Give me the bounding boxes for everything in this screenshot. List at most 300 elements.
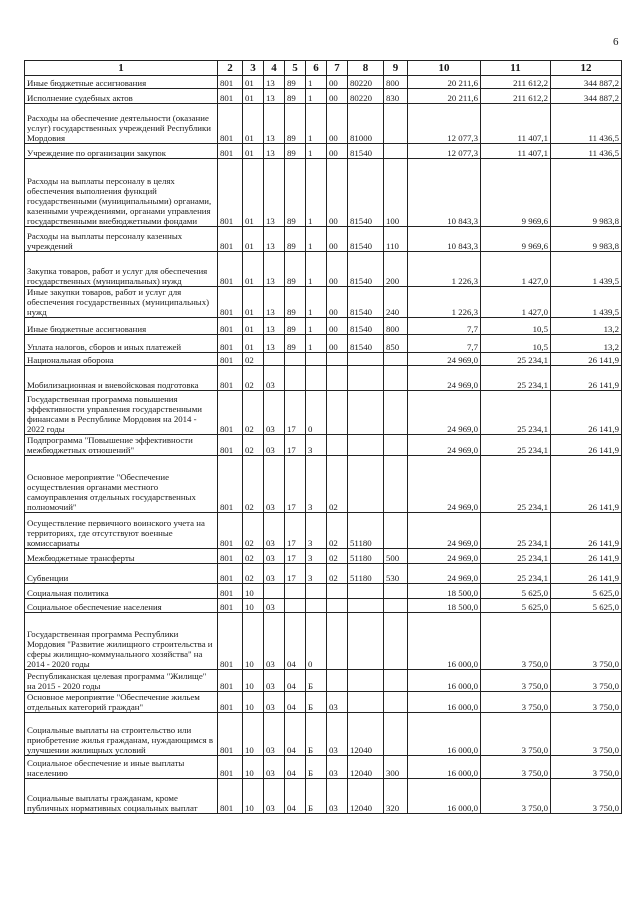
amount-col11: 10,5 [481,335,551,353]
code-subprogram: Б [306,756,327,779]
code-program: 89 [285,76,306,89]
code-subsection: 03 [264,599,285,613]
code-expense-type [384,670,408,692]
table-row [25,335,622,353]
code-direction: 81540 [348,335,384,353]
code-program: 04 [285,613,306,670]
amount-col10: 18 500,0 [408,584,481,599]
row-name: Мобилизационная и вневойсковая подготовка [25,366,218,391]
amount-col11: 11 407,1 [481,144,551,159]
amount-col12: 11 436,5 [551,144,622,159]
amount-col10: 24 969,0 [408,456,481,513]
code-chapter: 801 [218,89,243,104]
code-direction [348,435,384,456]
amount-col12: 26 141,9 [551,549,622,564]
code-activity: 00 [327,287,348,318]
amount-col10: 24 969,0 [408,513,481,549]
code-activity [327,353,348,366]
code-chapter: 801 [218,599,243,613]
column-header: 6 [306,61,327,76]
code-section: 10 [243,713,264,756]
amount-col12: 26 141,9 [551,435,622,456]
column-header: 9 [384,61,408,76]
code-subsection: 03 [264,692,285,713]
code-section: 10 [243,584,264,599]
code-program [285,353,306,366]
code-program: 04 [285,756,306,779]
column-header: 7 [327,61,348,76]
table-row [25,564,622,584]
table-row [25,584,622,599]
amount-col11: 25 234,1 [481,549,551,564]
code-section: 10 [243,779,264,814]
code-subprogram [306,584,327,599]
code-expense-type [384,456,408,513]
code-direction: 81540 [348,144,384,159]
code-subsection: 03 [264,435,285,456]
row-name: Социальные выплаты гражданам, кроме публичных нормативных социальных выплат [25,779,218,814]
table-row [25,613,622,670]
row-name: Национальная оборона [25,353,218,366]
code-section: 01 [243,89,264,104]
row-name: Основное мероприятие "Обеспечение жильем отдельных категорий граждан" [25,692,218,713]
code-section: 10 [243,599,264,613]
code-expense-type: 240 [384,287,408,318]
code-program: 04 [285,713,306,756]
code-subprogram: 1 [306,227,327,252]
column-header: 10 [408,61,481,76]
amount-col11: 9 969,6 [481,227,551,252]
code-section: 02 [243,353,264,366]
code-subsection: 03 [264,391,285,435]
code-chapter: 801 [218,613,243,670]
amount-col10: 1 226,3 [408,252,481,287]
code-program: 89 [285,252,306,287]
code-subprogram: Б [306,692,327,713]
code-expense-type: 530 [384,564,408,584]
code-expense-type [384,599,408,613]
table-row [25,366,622,391]
code-activity [327,584,348,599]
amount-col10: 24 969,0 [408,391,481,435]
code-subsection: 03 [264,670,285,692]
code-subsection: 13 [264,318,285,335]
table-row [25,89,622,104]
code-expense-type: 850 [384,335,408,353]
code-expense-type [384,144,408,159]
column-header: 3 [243,61,264,76]
code-chapter: 801 [218,513,243,549]
code-program: 89 [285,89,306,104]
code-section: 02 [243,513,264,549]
code-subprogram: 1 [306,76,327,89]
code-direction: 81540 [348,252,384,287]
code-chapter: 801 [218,366,243,391]
code-program: 89 [285,227,306,252]
code-expense-type: 800 [384,318,408,335]
amount-col10: 12 077,3 [408,144,481,159]
code-program: 89 [285,144,306,159]
code-direction [348,391,384,435]
code-expense-type: 300 [384,756,408,779]
column-header: 2 [218,61,243,76]
code-activity: 00 [327,104,348,144]
row-name: Социальная политика [25,584,218,599]
row-name: Уплата налогов, сборов и иных платежей [25,335,218,353]
table-row [25,435,622,456]
code-chapter: 801 [218,287,243,318]
code-section: 02 [243,549,264,564]
code-subsection: 03 [264,756,285,779]
amount-col12: 26 141,9 [551,353,622,366]
amount-col11: 211 612,2 [481,76,551,89]
table-row [25,670,622,692]
code-direction: 51180 [348,513,384,549]
amount-col10: 18 500,0 [408,599,481,613]
amount-col11: 10,5 [481,318,551,335]
table-row [25,456,622,513]
code-expense-type: 100 [384,159,408,227]
code-section: 02 [243,564,264,584]
amount-col12: 344 887,2 [551,89,622,104]
code-activity: 02 [327,513,348,549]
code-direction [348,584,384,599]
code-chapter: 801 [218,549,243,564]
amount-col10: 10 843,3 [408,159,481,227]
table-row [25,159,622,227]
amount-col10: 24 969,0 [408,366,481,391]
amount-col10: 16 000,0 [408,756,481,779]
column-header: 5 [285,61,306,76]
code-subprogram: Б [306,779,327,814]
amount-col10: 10 843,3 [408,227,481,252]
row-name: Иные закупки товаров, работ и услуг для обеспечения государственных (муниципальных) нужд [25,287,218,318]
code-activity: 03 [327,756,348,779]
code-program: 04 [285,670,306,692]
amount-col10: 16 000,0 [408,713,481,756]
code-direction: 81540 [348,159,384,227]
code-subsection: 13 [264,287,285,318]
row-name: Расходы на выплаты персоналу казенных учреждений [25,227,218,252]
amount-col12: 1 439,5 [551,252,622,287]
code-expense-type [384,513,408,549]
amount-col12: 26 141,9 [551,564,622,584]
amount-col11: 3 750,0 [481,779,551,814]
row-name: Социальное обеспечение населения [25,599,218,613]
code-section: 01 [243,318,264,335]
code-subsection: 03 [264,713,285,756]
code-subsection: 13 [264,104,285,144]
amount-col12: 344 887,2 [551,76,622,89]
budget-table [24,60,622,814]
code-section: 01 [243,104,264,144]
code-section: 01 [243,335,264,353]
row-name: Расходы на обеспечение деятельности (оказание услуг) государственных учреждений Республики Мордовия [25,104,218,144]
code-activity [327,670,348,692]
code-activity: 00 [327,144,348,159]
amount-col12: 13,2 [551,318,622,335]
code-section: 01 [243,287,264,318]
code-activity: 03 [327,713,348,756]
amount-col10: 16 000,0 [408,670,481,692]
column-header: 12 [551,61,622,76]
table-row [25,318,622,335]
code-direction [348,353,384,366]
code-activity: 00 [327,159,348,227]
amount-col10: 1 226,3 [408,287,481,318]
table-row [25,549,622,564]
table-row [25,779,622,814]
code-chapter: 801 [218,584,243,599]
code-expense-type: 800 [384,76,408,89]
amount-col11: 3 750,0 [481,670,551,692]
code-program: 04 [285,779,306,814]
code-subprogram: 3 [306,564,327,584]
amount-col11: 25 234,1 [481,564,551,584]
code-subsection: 13 [264,76,285,89]
code-direction [348,692,384,713]
code-chapter: 801 [218,227,243,252]
code-activity [327,391,348,435]
code-program [285,584,306,599]
amount-col10: 7,7 [408,335,481,353]
code-expense-type: 500 [384,549,408,564]
row-name: Расходы на выплаты персоналу в целях обеспечения выполнения функций государственными (муниципальными) органами, казенными учреждениями, органами управления государственными внебюджетными фондами [25,159,218,227]
code-subprogram [306,599,327,613]
code-expense-type [384,353,408,366]
code-program: 17 [285,391,306,435]
row-name: Иные бюджетные ассигнования [25,318,218,335]
amount-col11: 25 234,1 [481,366,551,391]
code-chapter: 801 [218,335,243,353]
amount-col10: 24 969,0 [408,549,481,564]
amount-col10: 20 211,6 [408,89,481,104]
code-expense-type [384,584,408,599]
code-expense-type [384,713,408,756]
amount-col12: 9 983,8 [551,227,622,252]
table-row [25,713,622,756]
amount-col10: 24 969,0 [408,435,481,456]
code-program [285,366,306,391]
table-row [25,756,622,779]
amount-col10: 16 000,0 [408,779,481,814]
code-direction: 81540 [348,227,384,252]
code-subprogram: 3 [306,513,327,549]
code-chapter: 801 [218,756,243,779]
table-row [25,227,622,252]
code-direction: 80220 [348,76,384,89]
code-chapter: 801 [218,76,243,89]
code-subsection: 03 [264,779,285,814]
code-activity: 03 [327,779,348,814]
amount-col11: 11 407,1 [481,104,551,144]
header-row [25,61,622,76]
row-name: Субвенции [25,564,218,584]
amount-col12: 26 141,9 [551,456,622,513]
code-chapter: 801 [218,564,243,584]
column-header: 4 [264,61,285,76]
amount-col12: 26 141,9 [551,366,622,391]
row-name: Государственная программа Республики Мордовия "Развитие жилищного строительства и сферы жилищно-коммунального хозяйства" на 2014 - 2020 годы [25,613,218,670]
row-name: Межбюджетные трансферты [25,549,218,564]
code-direction: 81000 [348,104,384,144]
code-subsection: 13 [264,159,285,227]
code-program: 89 [285,159,306,227]
table-row [25,76,622,89]
code-direction [348,366,384,391]
code-subsection: 13 [264,227,285,252]
code-subprogram: Б [306,670,327,692]
code-expense-type [384,613,408,670]
amount-col10: 12 077,3 [408,104,481,144]
row-name: Социальные выплаты на строительство или приобретение жилья гражданам, нуждающимся в улучшении жилищных условий [25,713,218,756]
code-subsection: 13 [264,89,285,104]
row-name: Республиканская целевая программа "Жилище" на 2015 - 2020 годы [25,670,218,692]
amount-col12: 26 141,9 [551,391,622,435]
code-chapter: 801 [218,779,243,814]
amount-col10: 24 969,0 [408,353,481,366]
code-chapter: 801 [218,104,243,144]
amount-col12: 13,2 [551,335,622,353]
code-section: 10 [243,692,264,713]
amount-col12: 9 983,8 [551,159,622,227]
row-name: Подпрограмма "Повышение эффективности межбюджетных отношений" [25,435,218,456]
code-activity: 00 [327,89,348,104]
code-direction: 81540 [348,287,384,318]
code-chapter: 801 [218,318,243,335]
code-direction: 12040 [348,779,384,814]
row-name: Иные бюджетные ассигнования [25,76,218,89]
code-subprogram: 3 [306,456,327,513]
code-section: 01 [243,252,264,287]
code-direction: 51180 [348,564,384,584]
code-activity [327,366,348,391]
amount-col11: 1 427,0 [481,287,551,318]
code-direction [348,613,384,670]
code-subprogram: 3 [306,435,327,456]
row-name: Исполнение судебных актов [25,89,218,104]
code-section: 02 [243,435,264,456]
amount-col12: 3 750,0 [551,713,622,756]
code-expense-type: 200 [384,252,408,287]
code-section: 01 [243,227,264,252]
column-header: 8 [348,61,384,76]
amount-col11: 9 969,6 [481,159,551,227]
amount-col12: 3 750,0 [551,670,622,692]
code-activity [327,599,348,613]
table-row [25,104,622,144]
code-subsection: 13 [264,252,285,287]
code-subsection: 03 [264,366,285,391]
code-section: 10 [243,613,264,670]
code-activity: 00 [327,252,348,287]
amount-col10: 16 000,0 [408,613,481,670]
code-chapter: 801 [218,713,243,756]
code-subprogram: 1 [306,144,327,159]
amount-col10: 24 969,0 [408,564,481,584]
code-subsection [264,353,285,366]
code-subprogram: 1 [306,318,327,335]
code-direction: 12040 [348,756,384,779]
code-subprogram: 1 [306,335,327,353]
amount-col11: 25 234,1 [481,456,551,513]
code-section: 02 [243,456,264,513]
code-direction: 81540 [348,318,384,335]
table-row [25,353,622,366]
code-program [285,599,306,613]
page-number: 6 [613,36,619,48]
code-subprogram [306,353,327,366]
amount-col12: 5 625,0 [551,584,622,599]
row-name: Основное мероприятие "Обеспечение осуществления органами местного самоуправления отдельных государственных полномочий" [25,456,218,513]
amount-col12: 3 750,0 [551,756,622,779]
code-activity: 03 [327,692,348,713]
column-header: 11 [481,61,551,76]
table-body [25,76,622,814]
code-program: 04 [285,692,306,713]
amount-col11: 1 427,0 [481,252,551,287]
code-subsection [264,584,285,599]
amount-col10: 16 000,0 [408,692,481,713]
amount-col12: 3 750,0 [551,692,622,713]
code-subprogram: 3 [306,549,327,564]
code-expense-type [384,104,408,144]
amount-col11: 5 625,0 [481,599,551,613]
code-section: 10 [243,670,264,692]
row-name: Учреждение по организации закупок [25,144,218,159]
code-section: 01 [243,144,264,159]
code-program: 89 [285,318,306,335]
amount-col12: 5 625,0 [551,599,622,613]
code-subprogram: 0 [306,391,327,435]
code-subsection: 03 [264,456,285,513]
code-subprogram [306,366,327,391]
code-direction [348,599,384,613]
code-activity: 00 [327,318,348,335]
code-program: 89 [285,287,306,318]
code-subsection: 03 [264,564,285,584]
code-subsection: 03 [264,549,285,564]
row-name: Закупка товаров, работ и услуг для обеспечения государственных (муниципальных) нужд [25,252,218,287]
code-program: 17 [285,564,306,584]
code-section: 02 [243,366,264,391]
code-expense-type [384,435,408,456]
code-direction [348,670,384,692]
code-subprogram: 1 [306,159,327,227]
code-direction: 51180 [348,549,384,564]
code-chapter: 801 [218,159,243,227]
amount-col10: 7,7 [408,318,481,335]
code-subprogram: 1 [306,252,327,287]
code-subprogram: Б [306,713,327,756]
table-row [25,513,622,549]
table-row [25,144,622,159]
code-program: 89 [285,335,306,353]
code-subsection: 03 [264,613,285,670]
code-section: 10 [243,756,264,779]
code-chapter: 801 [218,670,243,692]
code-activity: 00 [327,76,348,89]
code-section: 01 [243,159,264,227]
amount-col11: 3 750,0 [481,692,551,713]
amount-col12: 3 750,0 [551,779,622,814]
code-activity: 00 [327,335,348,353]
amount-col10: 20 211,6 [408,76,481,89]
amount-col11: 5 625,0 [481,584,551,599]
code-subprogram: 1 [306,287,327,318]
row-name: Государственная программа повышения эффективности управления государственными финансами в Республике Мордовия на 2014 - 2022 годы [25,391,218,435]
code-subprogram: 0 [306,613,327,670]
